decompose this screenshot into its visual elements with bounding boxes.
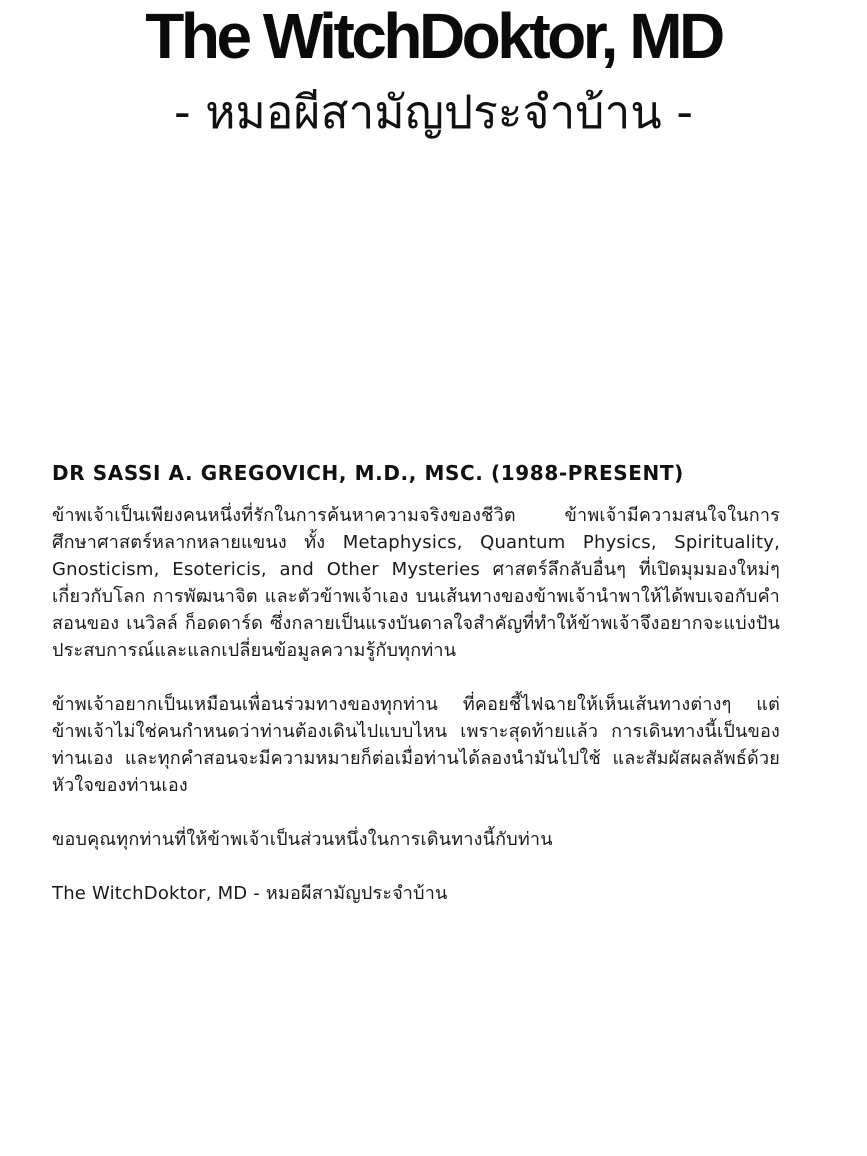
author-heading: DR SASSI A. GREGOVICH, M.D., MSC. (1988-PRESENT) <box>52 461 684 485</box>
page-subtitle: - หมอผีสามัญประจำบ้าน - <box>174 85 693 139</box>
about-section <box>52 458 780 907</box>
signature-line: The WitchDoktor, MD - หมอผีสามัญประจำบ้าน <box>52 883 448 904</box>
thanks-paragraph: ขอบคุณทุกท่านที่ให้ข้าพเจ้าเป็นส่วนหนึ่งในการเดินทางนี้กับท่าน <box>52 829 553 850</box>
page-title: The WitchDoktor, MD <box>145 0 722 72</box>
intro-paragraph: ข้าพเจ้าเป็นเพียงคนหนึ่งที่รักในการค้นหาความจริงของชีวิต ข้าพเจ้ามีความสนใจในการศึกษาศาสตร์หลากหลายแขนง ทั้ง Metaphysics, Quantum Physics, Spirituality, Gnosticism, Esotericis, and Other Mysteries ศาสตร์ลึกลับอื่นๆ ที่เปิดมุมมองใหม่ๆ เกี่ยวกับโลก การพัฒนาจิต และตัวข้าพเจ้าเอง บนเส้นทางของข้าพเจ้านำพาให้ได้พบเจอกับคำสอนของ เนวิลล์ ก็อดดาร์ด ซึ่งกลายเป็นแรงบันดาลใจสำคัญที่ทำให้ข้าพเจ้าจึงอยากจะแบ่งปันประสบการณ์และแลกเปลี่ยนข้อมูลความรู้กับทุกท่าน <box>52 505 780 661</box>
companion-paragraph: ข้าพเจ้าอยากเป็นเหมือนเพื่อนร่วมทางของทุกท่าน ที่คอยชี้ไฟฉายให้เห็นเส้นทางต่างๆ แต่ข้าพเจ้าไม่ใช่คนกำหนดว่าท่านต้องเดินไปแบบไหน เพราะสุดท้ายแล้ว การเดินทางนี้เป็นของท่านเอง และทุกคำสอนจะมีความหมายก็ต่อเมื่อท่านได้ลองนำมันไปใช้ และสัมผัสผลลัพธ์ด้วยหัวใจของท่านเอง <box>52 694 780 796</box>
